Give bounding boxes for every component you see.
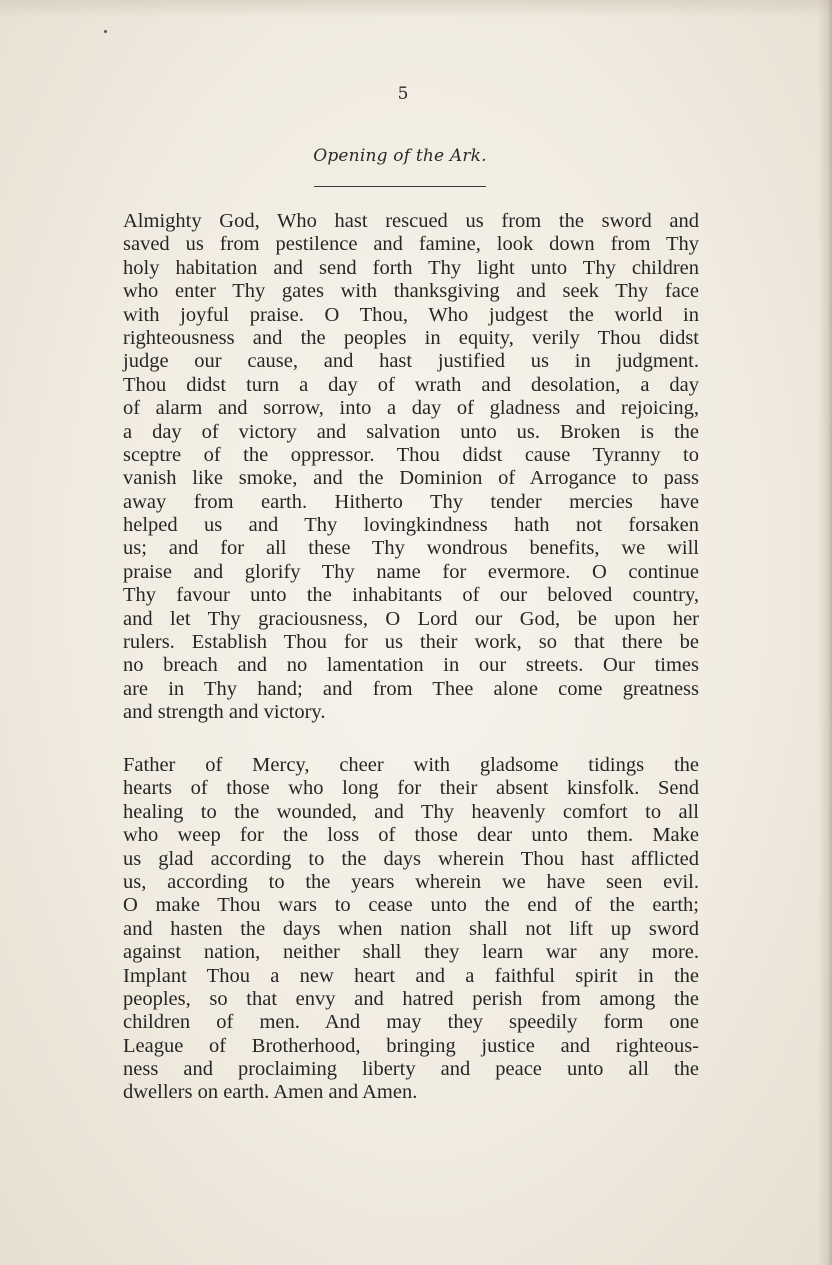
text-line: praise and glorify Thy name for evermore. O continue — [123, 560, 699, 583]
text-line: away from earth. Hitherto Thy tender mercies have — [123, 490, 699, 513]
text-line: against nation, neither shall they learn war any more. — [123, 941, 699, 964]
text-line: children of men. And may they speedily form one — [123, 1011, 699, 1034]
text-line: healing to the wounded, and Thy heavenly comfort to all — [123, 800, 699, 823]
text-line: and let Thy graciousness, O Lord our God, be upon her — [123, 607, 699, 630]
text-line: who weep for the loss of those dear unto them. Make — [123, 824, 699, 847]
text-line: us glad according to the days wherein Thou hast afflicted — [123, 847, 699, 870]
text-line: a day of victory and salvation unto us. Broken is the — [123, 420, 699, 443]
text-line: who enter Thy gates with thanksgiving and seek Thy face — [123, 280, 699, 303]
text-line: judge our cause, and hast justified us in judgment. — [123, 350, 699, 373]
text-line: helped us and Thy lovingkindness hath not forsaken — [123, 514, 699, 537]
text-line: Father of Mercy, cheer with gladsome tidings the — [123, 754, 699, 776]
text-line: sceptre of the oppressor. Thou didst cause Tyranny to — [123, 443, 699, 466]
text-line: dwellers on earth. Amen and Amen. — [123, 1081, 418, 1104]
page-shadow-right — [818, 0, 832, 1265]
text-line: ness and proclaiming liberty and peace unto all the — [123, 1058, 699, 1081]
text-line: vanish like smoke, and the Dominion of Arrogance to pass — [123, 467, 699, 490]
text-line: us, according to the years wherein we have seen evil. — [123, 870, 699, 893]
text-line: no breach and no lamentation in our streets. Our times — [123, 654, 699, 677]
text-line: with joyful praise. O Thou, Who judgest the world in — [123, 303, 699, 326]
text-line: Thou didst turn a day of wrath and desolation, a day — [123, 373, 699, 396]
text-line: peoples, so that envy and hatred perish from among the — [123, 987, 699, 1010]
text-line: Implant Thou a new heart and a faithful spirit in the — [123, 964, 699, 987]
text-line: of alarm and sorrow, into a day of gladness and rejoicing, — [123, 397, 699, 420]
text-line: righteousness and the peoples in equity, verily Thou didst — [123, 326, 699, 349]
text-line: League of Brotherhood, bringing justice and righteous- — [123, 1034, 699, 1057]
text-line: rulers. Establish Thou for us their work, so that there be — [123, 631, 699, 654]
text-line: and strength and victory. — [123, 701, 326, 724]
section-title: Opening of the Ark. — [313, 146, 487, 166]
paragraph-2 — [123, 754, 699, 1105]
paper-speck — [104, 30, 107, 33]
text-line: Almighty God, Who hast rescued us from the sword and — [123, 210, 699, 232]
text-line: hearts of those who long for their absent kinsfolk. Send — [123, 777, 699, 800]
text-line: O make Thou wars to cease unto the end of the earth; — [123, 894, 699, 917]
page-shadow-top — [0, 0, 832, 18]
title-divider — [314, 186, 486, 187]
text-line: are in Thy hand; and from Thee alone come greatness — [123, 677, 699, 700]
paragraph-1 — [123, 210, 699, 725]
text-line: holy habitation and send forth Thy light unto Thy children — [123, 256, 699, 279]
page-number: 5 — [397, 84, 409, 104]
text-line: saved us from pestilence and famine, look down from Thy — [123, 233, 699, 256]
text-line: Thy favour unto the inhabitants of our beloved country, — [123, 584, 699, 607]
text-line: and hasten the days when nation shall not lift up sword — [123, 917, 699, 940]
text-line: us; and for all these Thy wondrous benefits, we will — [123, 537, 699, 560]
